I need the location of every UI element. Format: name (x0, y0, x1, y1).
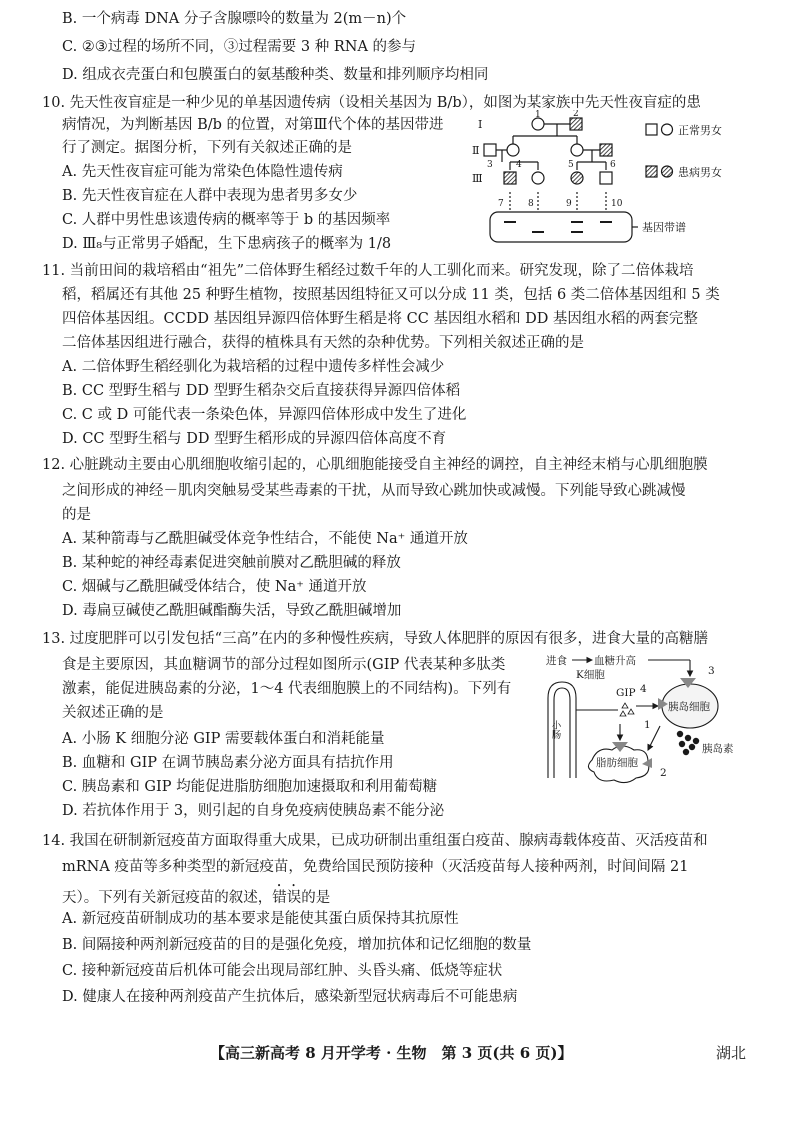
gen-II-label: Ⅱ (472, 144, 480, 157)
region-label: 湖北 (716, 1044, 747, 1062)
q11-stem: 11. 当前田间的栽培稻由“祖先”二倍体野生稻经过数千年的人工驯化而来。研究发现，除了二倍体栽培 (42, 263, 694, 279)
q13-option-a: A. 小肠 K 细胞分泌 GIP 需要载体蛋白和消耗能量 (62, 731, 385, 747)
label-eat: 进食 (546, 655, 567, 667)
label-islet-cell: 胰岛细胞 (668, 701, 710, 713)
q14-option-b: B. 间隔接种两剂新冠疫苗的目的是强化免疫，增加抗体和记忆细胞的数量 (62, 937, 532, 953)
gen-I-label: Ⅰ (478, 118, 483, 131)
id-1: 1 (535, 110, 541, 120)
q10-stem-line2: 病情况，为判断基因 B/b 的位置，对第Ⅲ代个体的基因带进 (62, 117, 444, 133)
legend-normal: 正常男女 (678, 124, 722, 137)
label-n3: 3 (708, 665, 715, 677)
pedigree-figure (470, 110, 770, 255)
blood-sugar-figure (540, 648, 770, 788)
label-fat-cell: 脂肪细胞 (596, 757, 638, 769)
pedigree-III9-female-affected (571, 172, 583, 184)
pedigree-II3-male (484, 144, 496, 156)
q14-stem: 14. 我国在研制新冠疫苗方面取得重大成果，已成功研制出重组蛋白疫苗、腺病毒载体疫苗、灭活疫苗和 (42, 833, 708, 849)
q11-stem-line3: 四倍体基因组。CCDD 基因组异源四倍体野生稻是将 CC 基因组水稻和 DD 基因组水稻的两套完整 (62, 311, 698, 327)
pedigree-III10-male (600, 172, 612, 184)
q11-option-c: C. C 或 D 可能代表一条染色体，异源四倍体形成中发生了进化 (62, 407, 467, 423)
q14-option-c: C. 接种新冠疫苗后机体可能会出现局部红肿、头昏头痛、低烧等症状 (62, 963, 503, 979)
label-insulin: 胰岛素 (702, 743, 734, 755)
q13-option-d: D. 若抗体作用于 3，则引起的自身免疫病使胰岛素不能分泌 (62, 803, 445, 819)
q13-option-b: B. 血糖和 GIP 在调节胰岛素分泌方面具有拮抗作用 (62, 755, 394, 771)
pedigree-II6-male-affected (600, 144, 612, 156)
id-8: 8 (528, 199, 534, 209)
q11-option-d: D. CC 型野生稻与 DD 型野生稻形成的异源四倍体高度不育 (62, 431, 447, 447)
id-7: 7 (498, 199, 504, 209)
q12-option-d: D. 毒扁豆碱使乙酰胆碱酯酶失活，导致乙酰胆碱增加 (62, 603, 402, 619)
label-k-cell: K细胞 (576, 669, 605, 681)
label-intestine-1: 小肠 (549, 720, 561, 739)
q10-option-c: C. 人群中男性患该遗传病的概率等于 b 的基因频率 (62, 212, 391, 228)
q14-stem-3a: 天）。下列有关新冠疫苗的叙述， (62, 890, 273, 906)
q10-option-b: B. 先天性夜盲症在人群中表现为患者男多女少 (62, 188, 358, 204)
q11-stem-line4: 二倍体基因组进行融合，获得的植株具有天然的杂种优势。下列相关叙述正确的是 (62, 335, 584, 351)
label-n1: 1 (644, 719, 651, 731)
id-10: 10 (611, 199, 623, 209)
q14-option-d: D. 健康人在接种两剂疫苗产生抗体后，感染新型冠状病毒后不可能患病 (62, 989, 518, 1005)
q14-stem-line3 (62, 882, 330, 907)
q14-stem-3c: 的是 (301, 890, 331, 906)
q12-stem: 12. 心脏跳动主要由心肌细胞收缩引起的，心肌细胞能接受自主神经的调控，自主神经末梢与心肌细胞膜 (42, 457, 708, 473)
q11-option-b: B. CC 型野生稻与 DD 型野生稻杂交后直接获得异源四倍体稻 (62, 383, 461, 399)
id-3: 3 (487, 160, 493, 170)
q12-stem-line2: 之间形成的神经－肌肉突触易受某些毒素的干扰，从而导致心跳加快或减慢。下列能导致心跳减慢 (62, 483, 686, 499)
label-n4: 4 (640, 683, 647, 695)
q13-option-c: C. 胰岛素和 GIP 均能促进脂肪细胞加速摄取和利用葡萄糖 (62, 779, 438, 795)
q14-stem-3b-emphasis: 错误 (272, 890, 302, 906)
id-9: 9 (566, 199, 572, 209)
q10-stem-line3: 行了测定。据图分析，下列有关叙述正确的是 (62, 140, 352, 156)
q14-option-a: A. 新冠疫苗研制成功的基本要求是能使其蛋白质保持其抗原性 (62, 911, 459, 927)
label-glucose-up: 血糖升高 (594, 655, 636, 667)
pedigree-III8-female (532, 172, 544, 184)
page-footer: 【高三新高考 8 月开学考 · 生物 第 3 页(共 6 页)】 (210, 1044, 573, 1062)
pedigree-II4-female (507, 144, 519, 156)
gene-band-box (490, 212, 632, 242)
q13-stem-line4: 关叙述正确的是 (62, 705, 164, 721)
q10-stem: 10. 先天性夜盲症是一种少见的单基因遗传病（设相关基因为 B/b），如图为某家族中先天性夜盲症的患 (42, 95, 701, 111)
q9-option-d: D. 组成衣壳蛋白和包膜蛋白的氨基酸种类、数量和排列顺序均相同 (62, 67, 489, 83)
q12-option-c: C. 烟碱与乙酰胆碱受体结合，使 Na⁺ 通道开放 (62, 579, 367, 595)
q11-stem-line2: 稻，稻属还有其他 25 种野生植物，按照基因组特征又可以分成 11 类，包括 6 类二倍体基因组和 5 类 (62, 287, 720, 303)
id-4: 4 (516, 160, 522, 170)
q10-option-a: A. 先天性夜盲症可能为常染色体隐性遗传病 (62, 164, 343, 180)
label-n2: 2 (660, 767, 667, 779)
legend-gene-band: 基因带谱 (642, 221, 686, 234)
q10-option-d: D. Ⅲ₈与正常男子婚配，生下患病孩子的概率为 1/8 (62, 236, 392, 252)
q9-option-c: C. ②③过程的场所不同，③过程需要 3 种 RNA 的参与 (62, 39, 417, 55)
legend-affected: 患病男女 (678, 166, 722, 179)
id-5: 5 (568, 160, 574, 170)
gen-III-label: Ⅲ (472, 172, 483, 185)
q12-stem-line3: 的是 (62, 507, 91, 523)
q13-stem-line2: 食是主要原因，其血糖调节的部分过程如图所示(GIP 代表某种多肽类 (62, 657, 506, 673)
q11-option-a: A. 二倍体野生稻经驯化为栽培稻的过程中遗传多样性会减少 (62, 359, 445, 375)
pedigree-II5-female (571, 144, 583, 156)
pedigree-I2-male-affected (570, 118, 582, 130)
q14-stem-line2: mRNA 疫苗等多种类型的新冠疫苗，免费给国民预防接种（灭活疫苗每人接种两剂，时间间隔 21 (62, 859, 689, 875)
q13-stem-line3: 激素，能促进胰岛素的分泌，1～4 代表细胞膜上的不同结构)。下列有 (62, 681, 512, 697)
label-gip: GIP (616, 687, 636, 699)
pedigree-III7-male-affected (504, 172, 516, 184)
q12-option-a: A. 某种箭毒与乙酰胆碱受体竞争性结合，不能使 Na⁺ 通道开放 (62, 531, 468, 547)
id-2: 2 (573, 110, 579, 119)
id-6: 6 (610, 160, 616, 170)
q13-stem: 13. 过度肥胖可以引发包括“三高”在内的多种慢性疾病，导致人体肥胖的原因有很多，进食大量的高糖膳 (42, 631, 708, 647)
q9-option-b: B. 一个病毒 DNA 分子含腺嘌呤的数量为 2(m－n)个 (62, 11, 407, 27)
q12-option-b: B. 某种蛇的神经毒素促进突触前膜对乙酰胆碱的释放 (62, 555, 401, 571)
